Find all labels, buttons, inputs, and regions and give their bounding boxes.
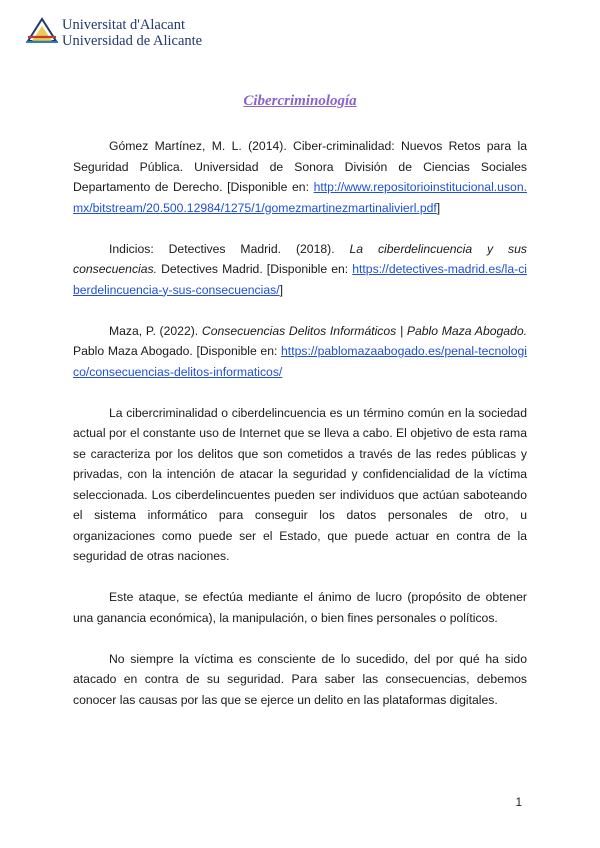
university-name-spanish: Universidad de Alicante [62, 33, 203, 49]
reference-3-author: Maza, P. (2022). [109, 323, 202, 338]
university-name-valencian: Universitat d'Alacant [62, 17, 186, 33]
reference-1-link[interactable]: http://www.repositorioinstitucional.uson.mx/bitstream/20.500.12984/1275/1/gomezmartinezmartinalivierl.pdf [73, 180, 527, 215]
reference-2-close: ] [279, 282, 284, 297]
reference-1-close: ] [436, 200, 441, 215]
reference-2-link[interactable]: https://detectives-madrid.es/la-ciberdelincuencia-y-sus-consecuencias/ [73, 262, 527, 297]
reference-3-suffix: Pablo Maza Abogado. [Disponible en: [73, 344, 282, 358]
university-logo [26, 13, 216, 53]
reference-2-title: La ciberdelincuencia y sus consecuencias. [73, 241, 528, 276]
reference-3-title: Consecuencias Delitos Informáticos | Pablo Maza Abogado. [201, 323, 527, 338]
document-body [73, 136, 527, 710]
reference-1-text: Gómez Martínez, M. L. (2014). Ciber-criminalidad: Nuevos Retos para la Seguridad Pública. Universidad de Sonora División de Ciencias Sociales Departamento de Derecho. [Disponible en: [73, 139, 527, 194]
page-number: 1 [515, 797, 522, 809]
reference-2-author: Indicios: Detectives Madrid. (2018). [109, 241, 350, 256]
reference-1 [73, 136, 527, 218]
reference-3-link[interactable]: https://pablomazaabogado.es/penal-tecnologico/consecuencias-delitos-informaticos/ [73, 344, 527, 379]
paragraph-2: Este ataque, se efectúa mediante el ánimo de lucro (propósito de obtener una ganancia económica), la manipulación, o bien fines personales o políticos. [73, 590, 527, 625]
paragraph-1: La cibercriminalidad o ciberdelincuencia es un término común en la sociedad actual por el constante uso de Internet que se lleva a cabo. El objetivo de esta rama se caracteriza por los delitos que son cometidos a través de las redes públicas y privadas, con la intención de atacar la seguridad y confidencialidad de la víctima seleccionada. Los ciberdelincuentes pueden ser individuos que actúan saboteando el sistema informático para conseguir los datos personales de otro, u organizaciones como puede ser el Estado, que puede actuar en contra de la seguridad de otras naciones. [73, 405, 527, 563]
university-logo-icon [26, 15, 58, 45]
reference-2 [73, 239, 527, 301]
reference-2-suffix: Detectives Madrid. [Disponible en: [157, 262, 353, 276]
university-name [62, 17, 202, 49]
reference-3 [73, 321, 527, 383]
page-title: Cibercriminología [243, 93, 357, 109]
paragraph-3: No siempre la víctima es consciente de lo sucedido, del por qué ha sido atacado en contra de su seguridad. Para saber las consecuencias, debemos conocer las causas por las que se ejerce un delito en las plataformas digitales. [73, 651, 527, 707]
